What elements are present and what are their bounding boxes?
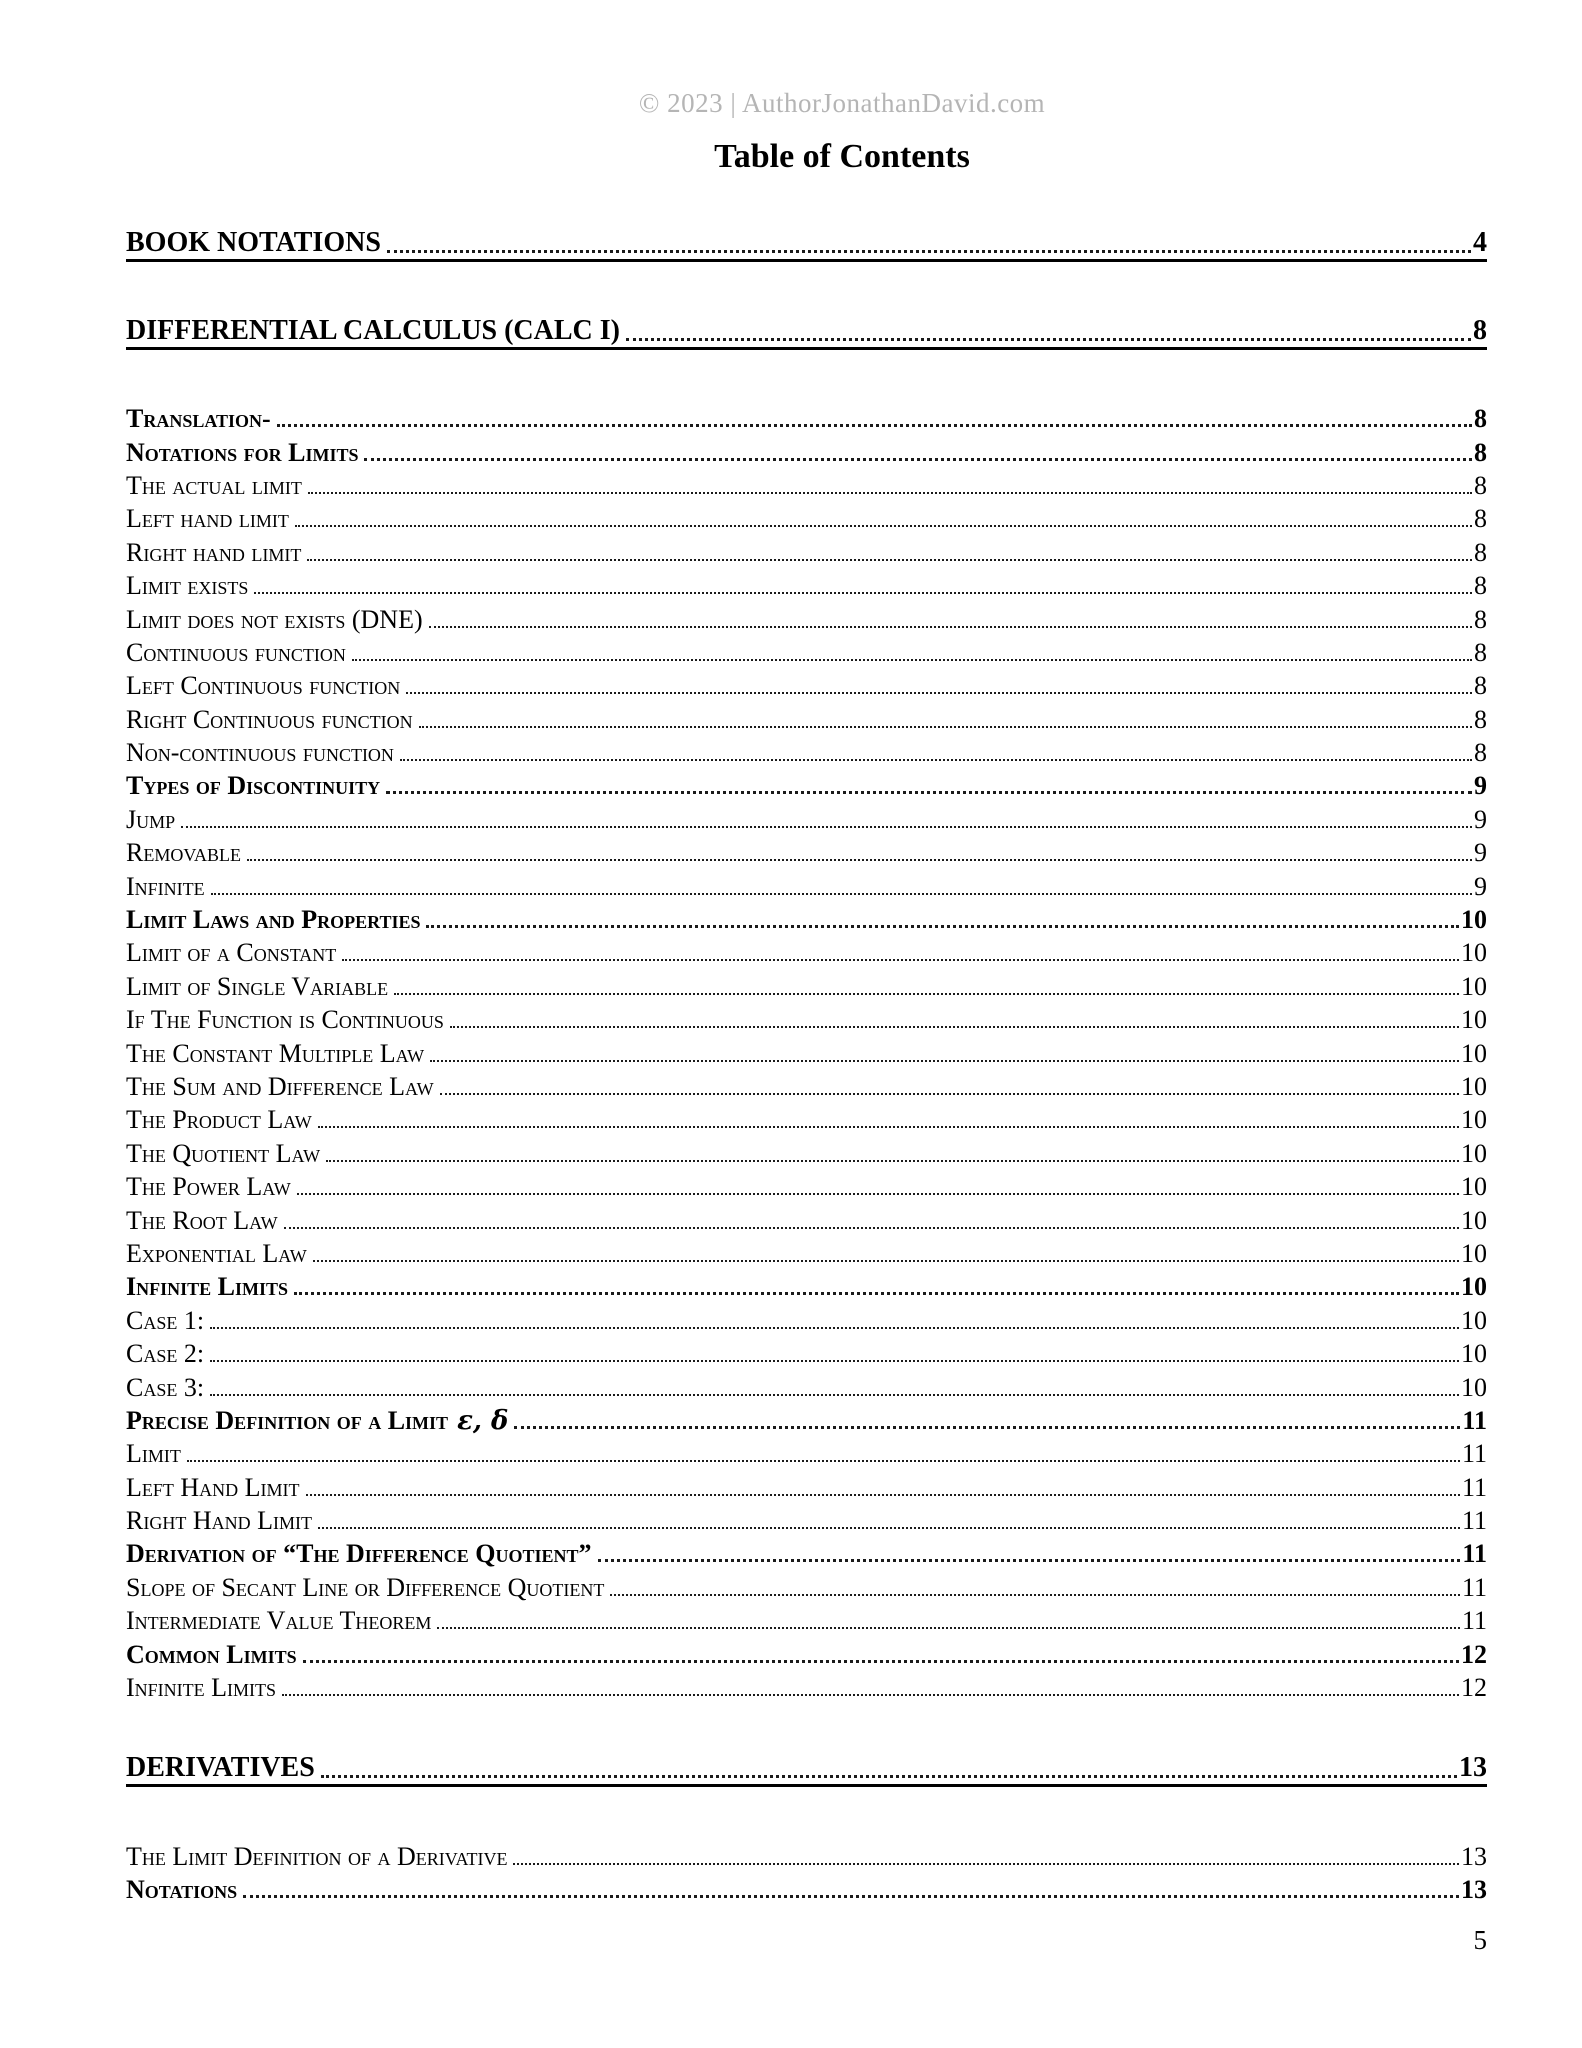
toc-entry-label: Limit does not exists (DNE) xyxy=(126,604,423,634)
toc-entry-label: Precise Definition of a Limit ε, δ xyxy=(126,1405,509,1436)
dot-leader xyxy=(303,1660,1459,1663)
dot-leader xyxy=(295,525,1472,527)
toc-entry-label: Case 2: xyxy=(126,1339,205,1369)
toc-entry[interactable] xyxy=(126,1403,1487,1436)
dot-leader xyxy=(297,1193,1459,1195)
toc-entry-label: Limit xyxy=(126,1439,181,1469)
toc-entry-label: Common Limits xyxy=(126,1639,297,1669)
toc-entry-page: 10 xyxy=(1461,1272,1487,1302)
toc-entry-page: 13 xyxy=(1461,1875,1487,1905)
toc-entry-page: 10 xyxy=(1461,1339,1487,1369)
toc-entry-label: The Constant Multiple Law xyxy=(126,1038,425,1068)
dot-leader xyxy=(598,1559,1461,1562)
toc-entry-page: 9 xyxy=(1474,771,1487,801)
toc-entry-page: 10 xyxy=(1461,1238,1487,1268)
toc-entry-page: 8 xyxy=(1474,704,1487,734)
dot-leader xyxy=(284,1227,1459,1229)
dot-leader xyxy=(313,1260,1459,1262)
dot-leader xyxy=(294,1292,1459,1295)
toc-entry-page: 8 xyxy=(1474,738,1487,768)
footer-page-number: 5 xyxy=(1473,1925,1487,1955)
toc-entry[interactable] xyxy=(126,902,1487,935)
toc-entry[interactable] xyxy=(126,1102,1487,1135)
toc-entry-page: 10 xyxy=(1461,1305,1487,1335)
toc-entry[interactable] xyxy=(126,1369,1487,1402)
toc-entry-page: 8 xyxy=(1474,437,1487,467)
dot-leader xyxy=(318,1527,1460,1529)
toc-entry-page: 10 xyxy=(1461,1071,1487,1101)
toc-entry-page: 9 xyxy=(1474,838,1487,868)
math-symbols: ε, δ xyxy=(448,1405,509,1436)
dot-leader xyxy=(352,659,1472,661)
toc-entry-label: Infinite Limits xyxy=(126,1673,277,1703)
toc-entry-page: 8 xyxy=(1474,571,1487,601)
toc-entry-label: Types of Discontinuity xyxy=(126,771,381,801)
toc-entry-label: BOOK NOTATIONS xyxy=(126,227,381,259)
dot-leader xyxy=(426,925,1459,928)
toc-entry[interactable] xyxy=(126,1069,1487,1102)
toc-entry-page: 8 xyxy=(1474,470,1487,500)
dot-leader xyxy=(386,791,1472,794)
toc-entry-label: Left Continuous function xyxy=(126,671,401,701)
dot-leader xyxy=(254,592,1472,594)
toc-entry-label: Translation- xyxy=(126,404,271,434)
dot-leader xyxy=(187,1460,1460,1462)
page-header xyxy=(126,88,1558,178)
dot-leader xyxy=(277,424,1472,427)
toc-entry-label: Left hand limit xyxy=(126,504,289,534)
toc-entry-label: Notations for Limits xyxy=(126,437,359,467)
toc-entry[interactable] xyxy=(126,1636,1487,1669)
toc-entry[interactable] xyxy=(126,1569,1487,1602)
dot-leader xyxy=(307,559,1472,561)
toc-entry-page: 10 xyxy=(1461,1005,1487,1035)
toc-entry-label: The Power Law xyxy=(126,1172,291,1202)
toc-entry-page: 11 xyxy=(1462,1539,1487,1569)
toc-entry-page: 11 xyxy=(1461,1439,1487,1469)
toc-entry-label: Slope of Secant Line or Difference Quotient xyxy=(126,1572,605,1602)
toc-entry-page: 8 xyxy=(1474,537,1487,567)
toc-entry-page: 11 xyxy=(1462,1405,1487,1435)
dot-leader xyxy=(437,1627,1460,1629)
toc-entry-label: Limit exists xyxy=(126,571,249,601)
toc-entry[interactable] xyxy=(126,768,1487,801)
dot-leader xyxy=(211,893,1472,895)
toc-entry-page: 10 xyxy=(1461,905,1487,935)
toc-entry[interactable] xyxy=(126,1035,1487,1068)
toc-entry-label: The actual limit xyxy=(126,470,302,500)
toc-entry-page: 10 xyxy=(1461,1038,1487,1068)
toc-entry-label: The Root Law xyxy=(126,1205,278,1235)
toc-entry[interactable] xyxy=(126,1838,1487,1871)
toc-entry[interactable] xyxy=(126,935,1487,968)
toc-entry-label: Removable xyxy=(126,838,242,868)
toc-entry[interactable] xyxy=(126,835,1487,868)
toc-entry[interactable] xyxy=(126,1169,1487,1202)
dot-leader xyxy=(513,1863,1459,1865)
toc-entry-label: The Limit Definition of a Derivative xyxy=(126,1841,508,1871)
dot-leader xyxy=(321,1775,1457,1778)
toc-entry-label: Case 3: xyxy=(126,1372,205,1402)
dot-leader xyxy=(308,492,1472,494)
toc-entry[interactable] xyxy=(126,668,1487,701)
toc-entry-label: Right Continuous function xyxy=(126,704,413,734)
toc-entry-label: Limit of Single Variable xyxy=(126,971,389,1001)
toc-entry-label: Infinite xyxy=(126,871,205,901)
toc-entry-label: Right Hand Limit xyxy=(126,1506,312,1536)
toc-entry-page: 10 xyxy=(1461,1205,1487,1235)
toc-entry[interactable] xyxy=(126,968,1487,1001)
toc-entry-label: Derivation of “The Difference Quotient” xyxy=(126,1539,592,1569)
toc-entry[interactable] xyxy=(126,735,1487,768)
toc-entry-page: 8 xyxy=(1474,604,1487,634)
toc-entry[interactable] xyxy=(126,534,1487,567)
toc-entry-label: The Sum and Difference Law xyxy=(126,1071,434,1101)
toc-entry-page: 12 xyxy=(1461,1639,1487,1669)
toc-entry[interactable] xyxy=(126,1603,1487,1636)
toc-entry[interactable] xyxy=(126,635,1487,668)
toc-entry-page: 8 xyxy=(1474,504,1487,534)
toc-entry-page: 11 xyxy=(1461,1606,1487,1636)
table-of-contents xyxy=(126,226,1487,1905)
toc-entry[interactable] xyxy=(126,701,1487,734)
toc-entry-label: The Product Law xyxy=(126,1105,312,1135)
toc-entry-page: 8 xyxy=(1474,404,1487,434)
toc-entry-label: Infinite Limits xyxy=(126,1272,288,1302)
dot-leader xyxy=(440,1093,1459,1095)
toc-entry-page: 13 xyxy=(1461,1841,1487,1871)
toc-entry[interactable] xyxy=(126,1135,1487,1168)
toc-entry-label: DERIVATIVES xyxy=(126,1752,315,1784)
toc-entry[interactable] xyxy=(126,1202,1487,1235)
dot-leader xyxy=(364,458,1472,461)
dot-leader xyxy=(247,859,1472,861)
toc-entry-label: Non-continuous function xyxy=(126,738,394,768)
toc-entry[interactable] xyxy=(126,1503,1487,1536)
dot-leader xyxy=(450,1026,1459,1028)
toc-entry-label: Continuous function xyxy=(126,637,346,667)
dot-leader xyxy=(430,1060,1459,1062)
toc-entry[interactable] xyxy=(126,1536,1487,1569)
dot-leader xyxy=(282,1694,1459,1696)
dot-leader xyxy=(387,250,1471,253)
toc-entry[interactable] xyxy=(126,313,1487,349)
toc-entry-page: 8 xyxy=(1474,637,1487,667)
dot-leader xyxy=(429,626,1472,628)
toc-entry-page: 11 xyxy=(1461,1472,1487,1502)
toc-entry[interactable] xyxy=(126,801,1487,834)
toc-entry-page: 9 xyxy=(1474,804,1487,834)
toc-entry-page: 4 xyxy=(1473,227,1487,259)
toc-entry-page: 11 xyxy=(1461,1572,1487,1602)
toc-entry-page: 10 xyxy=(1461,1172,1487,1202)
toc-entry[interactable] xyxy=(126,868,1487,901)
toc-entry-label: Right hand limit xyxy=(126,537,302,567)
toc-entry-label: If The Function is Continuous xyxy=(126,1005,444,1035)
dot-leader xyxy=(394,993,1459,995)
toc-entry[interactable] xyxy=(126,1872,1487,1905)
dot-leader xyxy=(626,338,1471,341)
toc-entry-label: Limit of a Constant xyxy=(126,938,337,968)
dot-leader xyxy=(243,1895,1459,1898)
toc-entry-label: Jump xyxy=(126,804,176,834)
toc-entry-page: 10 xyxy=(1461,1372,1487,1402)
toc-entry-page: 8 xyxy=(1473,314,1487,346)
toc-entry-page: 9 xyxy=(1474,871,1487,901)
toc-entry[interactable] xyxy=(126,1469,1487,1502)
copyright-watermark: © 2023 | AuthorJonathanDavid.com xyxy=(638,88,1046,118)
toc-entry-label: Intermediate Value Theorem xyxy=(126,1606,432,1636)
dot-leader xyxy=(326,1160,1459,1162)
toc-entry[interactable] xyxy=(126,226,1487,262)
toc-entry-label: Exponential Law xyxy=(126,1238,307,1268)
toc-entry[interactable] xyxy=(126,1236,1487,1269)
toc-entry[interactable] xyxy=(126,601,1487,634)
toc-entry[interactable] xyxy=(126,1002,1487,1035)
dot-leader xyxy=(181,826,1472,828)
toc-entry[interactable] xyxy=(126,1670,1487,1703)
toc-entry-page: 12 xyxy=(1461,1673,1487,1703)
toc-entry-label: DIFFERENTIAL CALCULUS (CALC I) xyxy=(126,314,620,346)
toc-entry[interactable] xyxy=(126,401,1487,434)
dot-leader xyxy=(406,692,1472,694)
toc-entry-page: 10 xyxy=(1461,1105,1487,1135)
page-title: Table of Contents xyxy=(714,138,970,175)
toc-entry-label: Case 1: xyxy=(126,1305,205,1335)
dot-leader xyxy=(610,1594,1460,1596)
toc-entry[interactable] xyxy=(126,501,1487,534)
dot-leader xyxy=(210,1394,1459,1396)
dot-leader xyxy=(514,1426,1460,1429)
dot-leader xyxy=(318,1126,1459,1128)
dot-leader xyxy=(210,1360,1459,1362)
toc-entry-page: 13 xyxy=(1459,1752,1487,1784)
toc-entry[interactable] xyxy=(126,1302,1487,1335)
dot-leader xyxy=(306,1494,1460,1496)
toc-entry[interactable] xyxy=(126,434,1487,467)
toc-entry-label: Left Hand Limit xyxy=(126,1472,300,1502)
dot-leader xyxy=(419,726,1472,728)
toc-entry-page: 8 xyxy=(1474,671,1487,701)
toc-entry[interactable] xyxy=(126,1751,1487,1787)
toc-entry-page: 10 xyxy=(1461,971,1487,1001)
toc-entry-page: 10 xyxy=(1461,938,1487,968)
toc-entry-page: 11 xyxy=(1461,1506,1487,1536)
toc-entry[interactable] xyxy=(126,568,1487,601)
dot-leader xyxy=(400,759,1472,761)
toc-entry[interactable] xyxy=(126,1336,1487,1369)
toc-entry-label: The Quotient Law xyxy=(126,1138,321,1168)
dot-leader xyxy=(210,1327,1459,1329)
toc-entry[interactable] xyxy=(126,1269,1487,1302)
toc-entry-label: Notations xyxy=(126,1875,238,1905)
toc-entry[interactable] xyxy=(126,1436,1487,1469)
toc-entry[interactable] xyxy=(126,468,1487,501)
toc-entry-label: Limit Laws and Properties xyxy=(126,905,421,935)
toc-entry-page: 10 xyxy=(1461,1138,1487,1168)
dot-leader xyxy=(342,959,1459,961)
